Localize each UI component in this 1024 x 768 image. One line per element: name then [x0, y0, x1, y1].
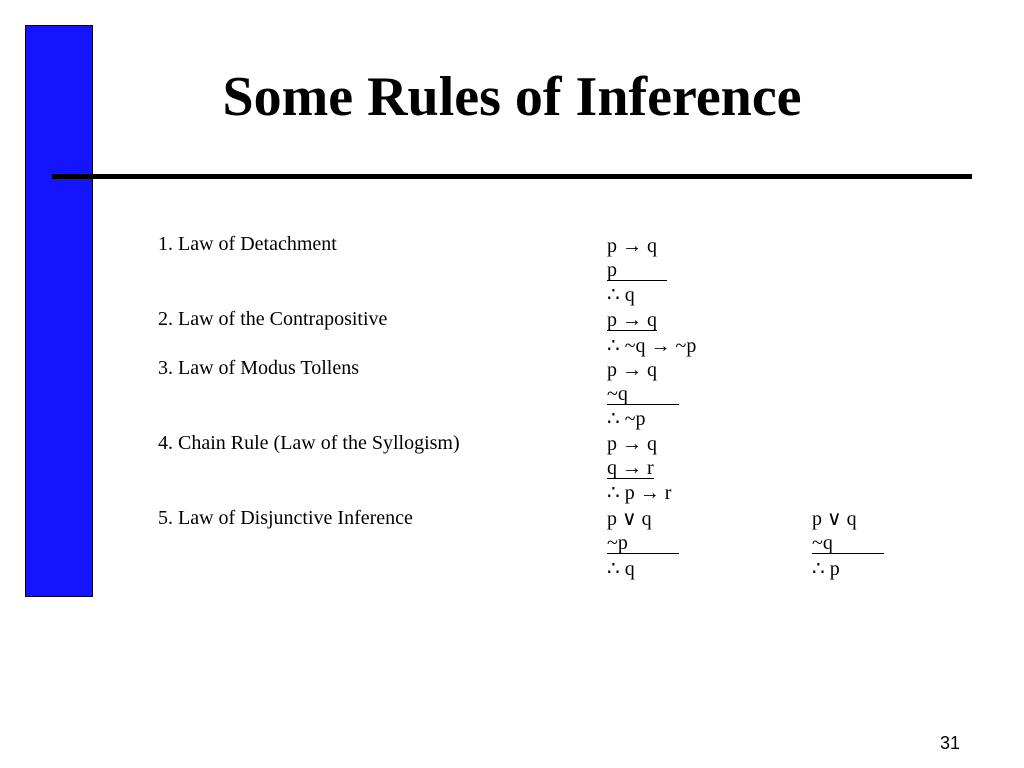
rule-5-label: 5. Law of Disjunctive Inference [158, 507, 413, 529]
rule-4-label: 4. Chain Rule (Law of the Syllogism) [158, 432, 460, 454]
rule-5-col1-conclusion: ∴ q [607, 558, 635, 580]
rule-1-conclusion: ∴ q [607, 284, 635, 306]
rule-3-conclusion: ∴ ~p [607, 408, 646, 430]
rule-2-label: 2. Law of the Contrapositive [158, 308, 388, 330]
rule-5-col2-premise-1: p ∨ q [812, 508, 857, 530]
rule-1-label: 1. Law of Detachment [158, 233, 337, 255]
rule-4-premise-1: p → q [607, 433, 657, 455]
rule-4-premise-2: q → r [607, 457, 654, 479]
rule-3-premise-1: p → q [607, 359, 657, 381]
rule-1-premise-2: p [607, 258, 667, 282]
rule-2-conclusion: ∴ ~q → ~p [607, 335, 697, 357]
rule-5-col1-premise-2: ~p [607, 531, 679, 555]
rule-5-col2-conclusion: ∴ p [812, 558, 840, 580]
page-number: 31 [939, 733, 960, 753]
rule-1-premise-1: p → q [607, 235, 657, 257]
slide-title: Some Rules of Inference [222, 66, 802, 128]
rule-5-col2-premise-2: ~q [812, 531, 884, 555]
rule-4-conclusion: ∴ p → r [607, 482, 672, 504]
rule-3-label: 3. Law of Modus Tollens [158, 357, 359, 379]
rule-2-premise-1: p → q [607, 309, 657, 331]
rule-5-col1-premise-1: p ∨ q [607, 508, 652, 530]
rule-3-premise-2: ~q [607, 382, 679, 406]
title-divider [52, 174, 972, 179]
